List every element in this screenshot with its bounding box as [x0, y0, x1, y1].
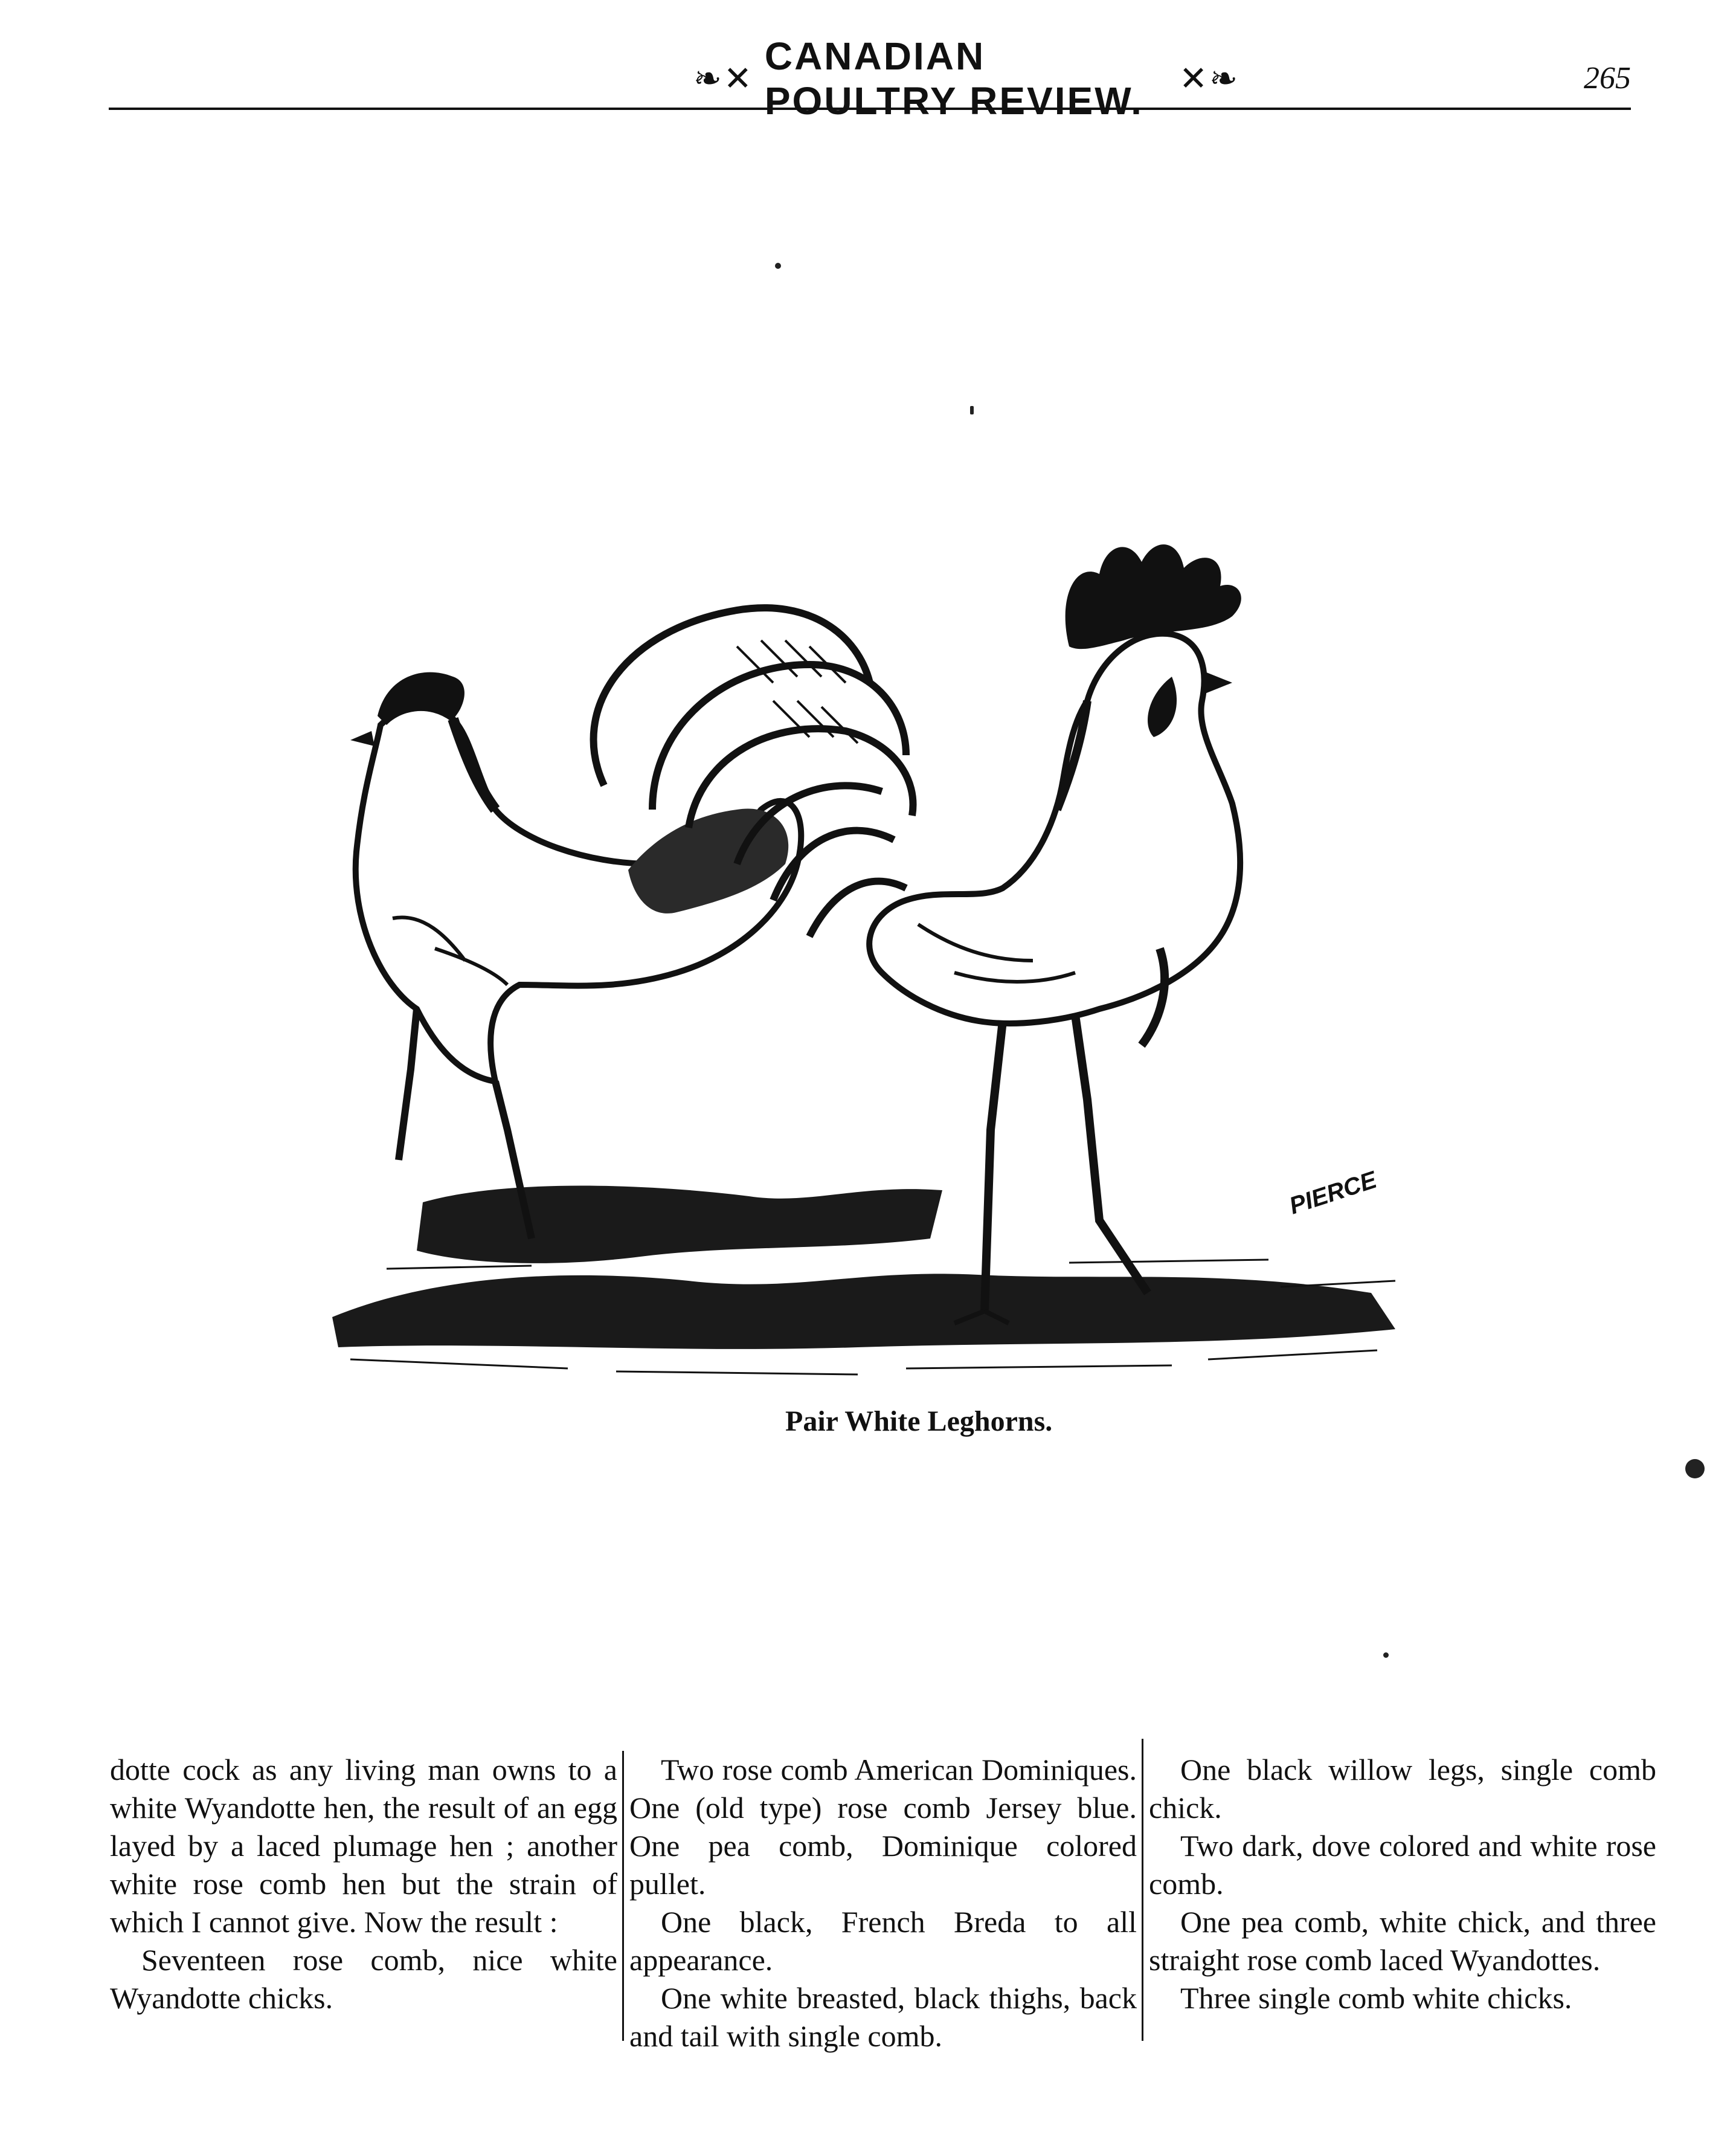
column-1-paragraph-2: Seventeen rose comb, nice white Wyandotte chicks.	[110, 1943, 617, 2015]
column-2-paragraph-3: One white breasted, black thighs, back and tail with single comb.	[629, 1981, 1137, 2053]
scan-speck	[775, 263, 781, 269]
column-divider-1	[622, 1751, 624, 2041]
masthead	[109, 34, 1631, 123]
column-divider-2	[1142, 1739, 1143, 2041]
scan-speck	[970, 406, 974, 414]
header-rule	[109, 108, 1631, 110]
ornament-right-icon: ✕❧	[1179, 59, 1239, 97]
engraver-signature: PIERCE	[1286, 1166, 1380, 1220]
scan-speck	[1383, 1652, 1389, 1658]
leghorn-illustration	[314, 526, 1438, 1402]
column-3-paragraph-1: One black willow legs, single comb chick.	[1149, 1753, 1656, 1825]
text-columns	[110, 1751, 1656, 2113]
column-3-paragraph-2: Two dark, dove colored and white rose comb.	[1149, 1829, 1656, 1901]
ground-shadow	[332, 1186, 1395, 1375]
column-3-paragraph-4: Three single comb white chicks.	[1180, 1981, 1572, 2015]
page-number: 265	[1584, 61, 1631, 95]
publication-title: CANADIAN POULTRY REVIEW.	[764, 34, 1143, 123]
scan-speck	[1685, 1459, 1705, 1478]
column-3	[1149, 1751, 1656, 2017]
masthead-title	[683, 34, 1250, 123]
illustration-caption: Pair White Leghorns.	[785, 1405, 1053, 1437]
ornament-left-icon: ❧✕	[693, 59, 754, 97]
column-3-paragraph-3: One pea comb, white chick, and three straight rose comb laced Wyandottes.	[1149, 1905, 1656, 1977]
column-1-paragraph-1: dotte cock as any living man owns to a white Wyandotte hen, the result of an egg layed by a laced plumage hen ; another white rose comb hen but the strain of which I cannot give. Now the result :	[110, 1753, 617, 1939]
column-2-paragraph-1: Two rose comb American Dominiques. One (old type) rose comb Jersey blue. One pea comb, Dominique colored pullet.	[629, 1753, 1137, 1901]
column-2	[629, 1751, 1137, 2055]
column-2-paragraph-2: One black, French Breda to all appearance.	[629, 1905, 1137, 1977]
column-1	[110, 1751, 617, 2017]
